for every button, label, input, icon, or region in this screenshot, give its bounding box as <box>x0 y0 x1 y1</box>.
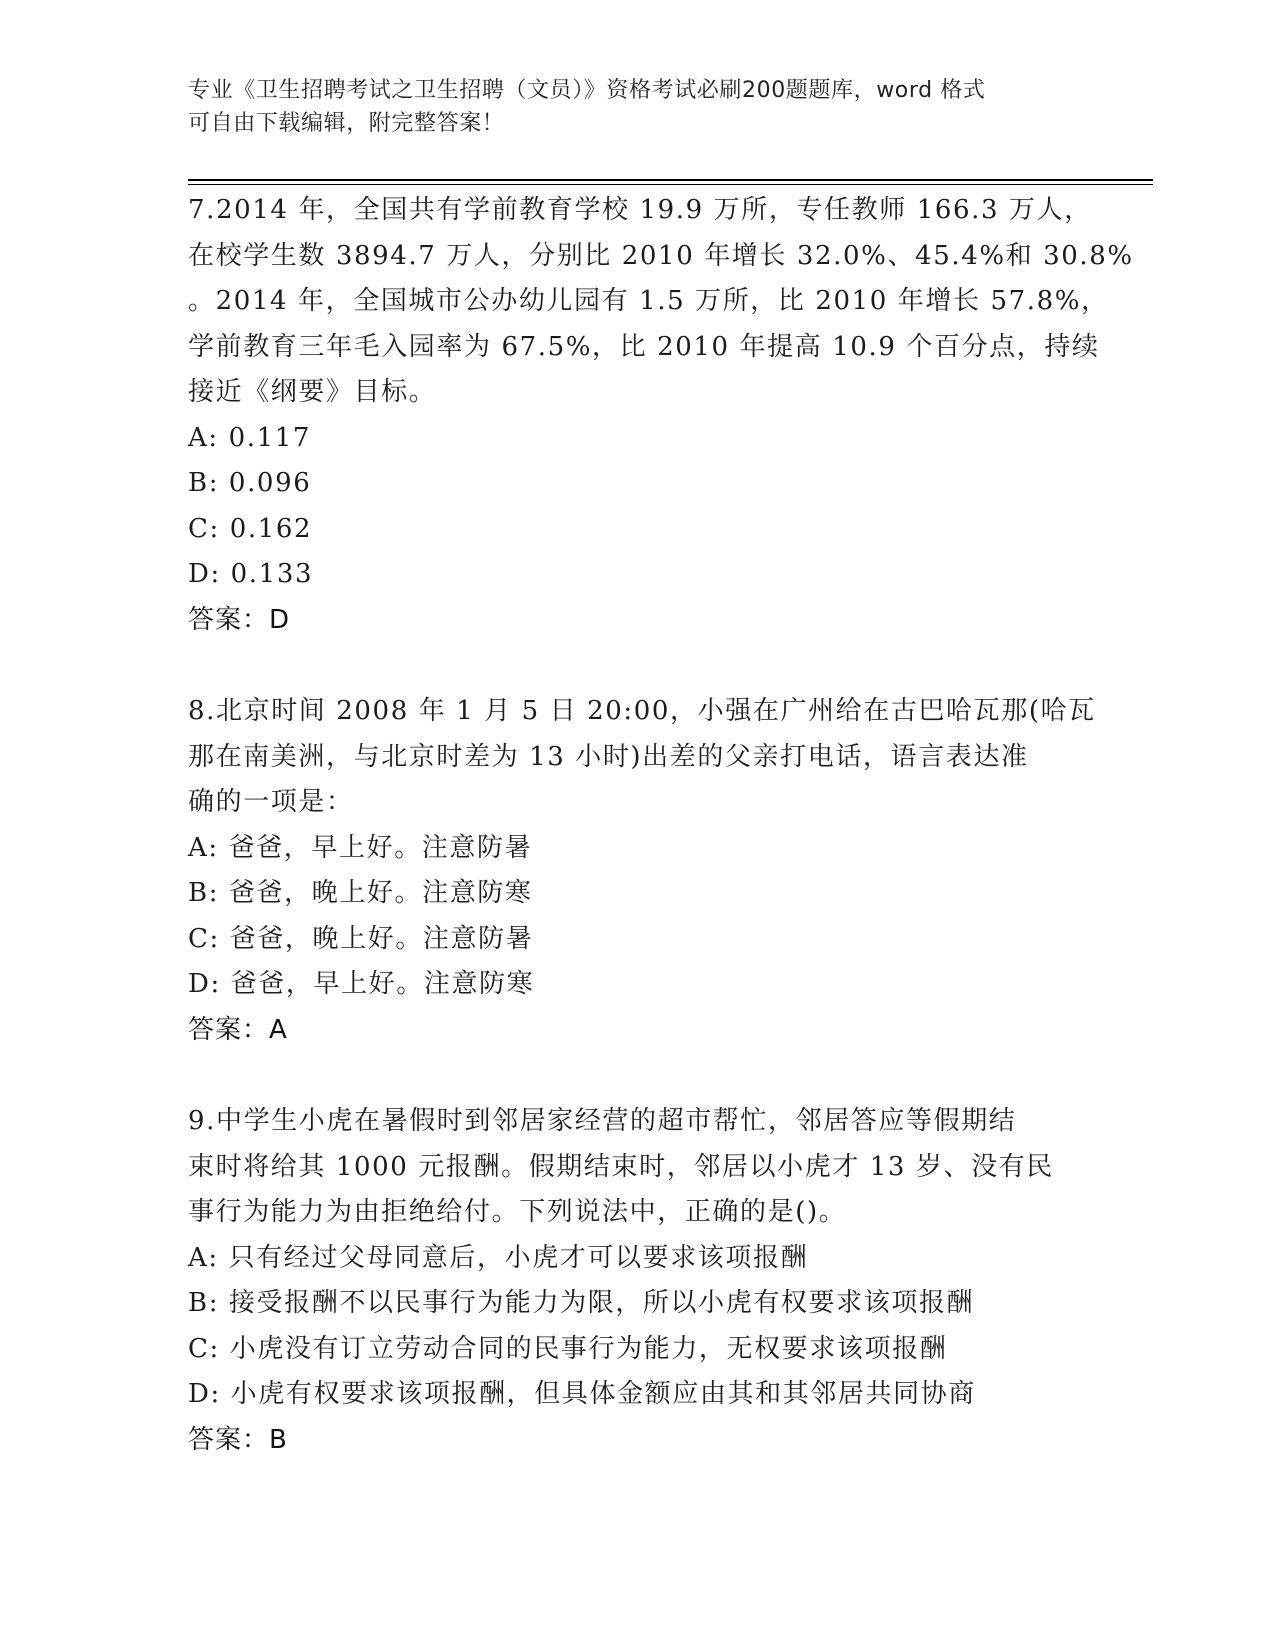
question-list <box>188 188 1148 1509</box>
option-c: C: 0.162 <box>188 513 313 544</box>
question-stem-line: 学前教育三年毛入园率为 67.5%，比 2010 年提高 10.9 个百分点，持续 <box>188 331 1100 362</box>
option-d: D: 小虎有权要求该项报酬，但具体金额应由其和其邻居共同协商 <box>188 1379 976 1409</box>
question-stem-line: 9.中学生小虎在暑假时到邻居家经营的超市帮忙，邻居答应等假期结 <box>188 1106 1017 1136</box>
answer-label: 答案：D <box>188 604 291 635</box>
question-stem-line: 事行为能力为由拒绝给付。下列说法中，正确的是()。 <box>188 1197 847 1227</box>
question-8 <box>188 689 1148 1053</box>
question-stem-line: 在校学生数 3894.7 万人，分别比 2010 年增长 32.0%、45.4%和 30.8% <box>188 240 1134 271</box>
option-a: A: 0.117 <box>188 422 312 453</box>
option-a: A: 爸爸，早上好。注意防暑 <box>188 832 533 863</box>
header-divider-thin <box>188 184 1153 185</box>
page-header <box>188 74 1088 140</box>
option-b: B: 爸爸，晚上好。注意防寒 <box>188 878 533 908</box>
option-a: A: 只有经过父母同意后，小虎才可以要求该项报酬 <box>188 1242 809 1273</box>
header-title-line-1: 专业《卫生招聘考试之卫生招聘（文员）》资格考试必刷200题题库，word 格式 <box>188 78 986 103</box>
option-c: C: 爸爸，晚上好。注意防暑 <box>188 923 534 954</box>
option-c: C: 小虎没有订立劳动合同的民事行为能力，无权要求该项报酬 <box>188 1333 948 1364</box>
answer-label: 答案：A <box>188 1014 288 1045</box>
option-d: D: 0.133 <box>188 559 314 589</box>
option-b: B: 接受报酬不以民事行为能力为限，所以小虎有权要求该项报酬 <box>188 1288 975 1318</box>
question-7 <box>188 188 1148 643</box>
question-9 <box>188 1099 1148 1463</box>
option-d: D: 爸爸，早上好。注意防寒 <box>188 969 535 999</box>
question-stem-line: 确的一项是： <box>188 787 354 817</box>
question-stem-line: 那在南美洲，与北京时差为 13 小时)出差的父亲打电话，语言表达准 <box>188 741 1029 772</box>
option-b: B: 0.096 <box>188 468 312 498</box>
question-stem-line: 接近《纲要》目标。 <box>188 377 437 407</box>
header-divider-thick <box>188 179 1153 181</box>
question-stem-line: 束时将给其 1000 元报酬。假期结束时，邻居以小虎才 13 岁、没有民 <box>188 1151 1054 1182</box>
answer-label: 答案：B <box>188 1424 288 1455</box>
question-stem-line: 7.2014 年，全国共有学前教育学校 19.9 万所，专任教师 166.3 万人， <box>188 195 1092 225</box>
question-stem-line: 。2014 年，全国城市公办幼儿园有 1.5 万所，比 2010 年增长 57.8%， <box>188 286 1109 316</box>
header-title-line-2: 可自由下载编辑，附完整答案！ <box>188 111 505 136</box>
question-stem-line: 8.北京时间 2008 年 1 月 5 日 20:00，小强在广州给在古巴哈瓦那(哈瓦 <box>188 696 1096 726</box>
